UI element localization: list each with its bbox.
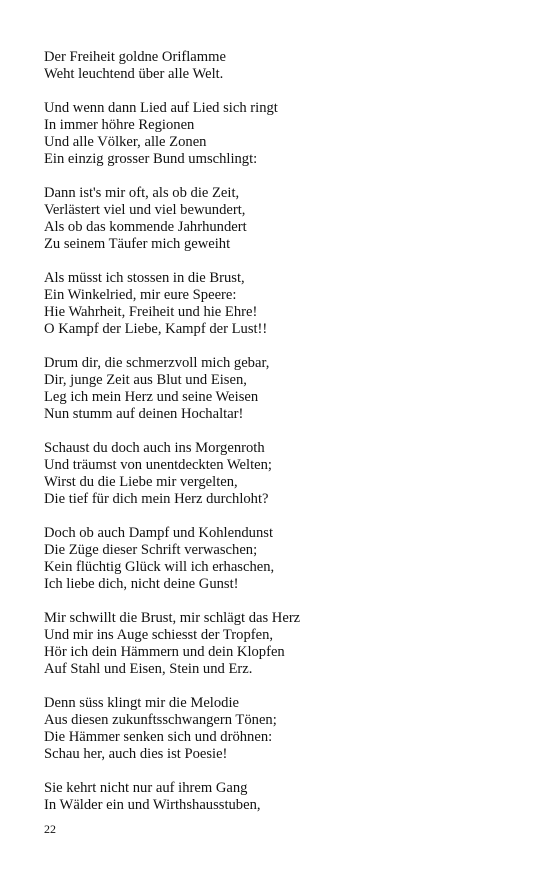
stanza-2	[44, 100, 524, 168]
poem-line: Mir schwillt die Brust, mir schlägt das Herz	[44, 610, 301, 626]
poem-line: Die Züge dieser Schrift verwaschen;	[44, 542, 258, 558]
poem-body	[44, 49, 524, 831]
poem-line: O Kampf der Liebe, Kampf der Lust!!	[44, 321, 268, 337]
poem-line: Ein einzig grosser Bund umschlingt:	[44, 151, 258, 167]
stanza-7	[44, 525, 524, 593]
poem-line: In Wälder ein und Wirthshausstuben,	[44, 797, 261, 813]
poem-line: Verlästert viel und viel bewundert,	[44, 202, 246, 218]
poem-line: Aus diesen zukunftsschwangern Tönen;	[44, 712, 277, 728]
poem-line: Die tief für dich mein Herz durchloht?	[44, 491, 269, 507]
poem-line: Doch ob auch Dampf und Kohlendunst	[44, 525, 273, 541]
stanza-3	[44, 185, 524, 253]
poem-line: Kein flüchtig Glück will ich erhaschen,	[44, 559, 275, 575]
poem-line: Wirst du die Liebe mir vergelten,	[44, 474, 238, 490]
poem-line: Denn süss klingt mir die Melodie	[44, 695, 239, 711]
poem-line: Hie Wahrheit, Freiheit und hie Ehre!	[44, 304, 258, 320]
stanza-6	[44, 440, 524, 508]
poem-line: Weht leuchtend über alle Welt.	[44, 66, 224, 82]
poem-line: Drum dir, die schmerzvoll mich gebar,	[44, 355, 270, 371]
poem-line: Leg ich mein Herz und seine Weisen	[44, 389, 259, 405]
poem-line: Ein Winkelried, mir eure Speere:	[44, 287, 237, 303]
stanza-4	[44, 270, 524, 338]
stanza-8	[44, 610, 524, 678]
page-number: 22	[44, 822, 56, 836]
poem-line: Schaust du doch auch ins Morgenroth	[44, 440, 265, 456]
poem-line: Zu seinem Täufer mich geweiht	[44, 236, 231, 252]
poem-line: In immer höhre Regionen	[44, 117, 195, 133]
poem-line: Und träumst von unentdeckten Welten;	[44, 457, 272, 473]
poem-line: Die Hämmer senken sich und dröhnen:	[44, 729, 273, 745]
stanza-9	[44, 695, 524, 763]
poem-line: Als ob das kommende Jahrhundert	[44, 219, 247, 235]
poem-line: Und alle Völker, alle Zonen	[44, 134, 207, 150]
stanza-10	[44, 780, 524, 814]
poem-line: Sie kehrt nicht nur auf ihrem Gang	[44, 780, 248, 796]
poem-line: Als müsst ich stossen in die Brust,	[44, 270, 245, 286]
poem-line: Ich liebe dich, nicht deine Gunst!	[44, 576, 239, 592]
poem-line: Und mir ins Auge schiesst der Tropfen,	[44, 627, 274, 643]
poem-line: Schau her, auch dies ist Poesie!	[44, 746, 228, 762]
poem-line: Dir, junge Zeit aus Blut und Eisen,	[44, 372, 247, 388]
stanza-1	[44, 49, 524, 83]
poem-line: Auf Stahl und Eisen, Stein und Erz.	[44, 661, 253, 677]
poem-line: Dann ist's mir oft, als ob die Zeit,	[44, 185, 240, 201]
poem-line: Nun stumm auf deinen Hochaltar!	[44, 406, 244, 422]
poem-line: Hör ich dein Hämmern und dein Klopfen	[44, 644, 285, 660]
stanza-5	[44, 355, 524, 423]
poem-line: Der Freiheit goldne Oriflamme	[44, 49, 226, 65]
poem-line: Und wenn dann Lied auf Lied sich ringt	[44, 100, 278, 116]
